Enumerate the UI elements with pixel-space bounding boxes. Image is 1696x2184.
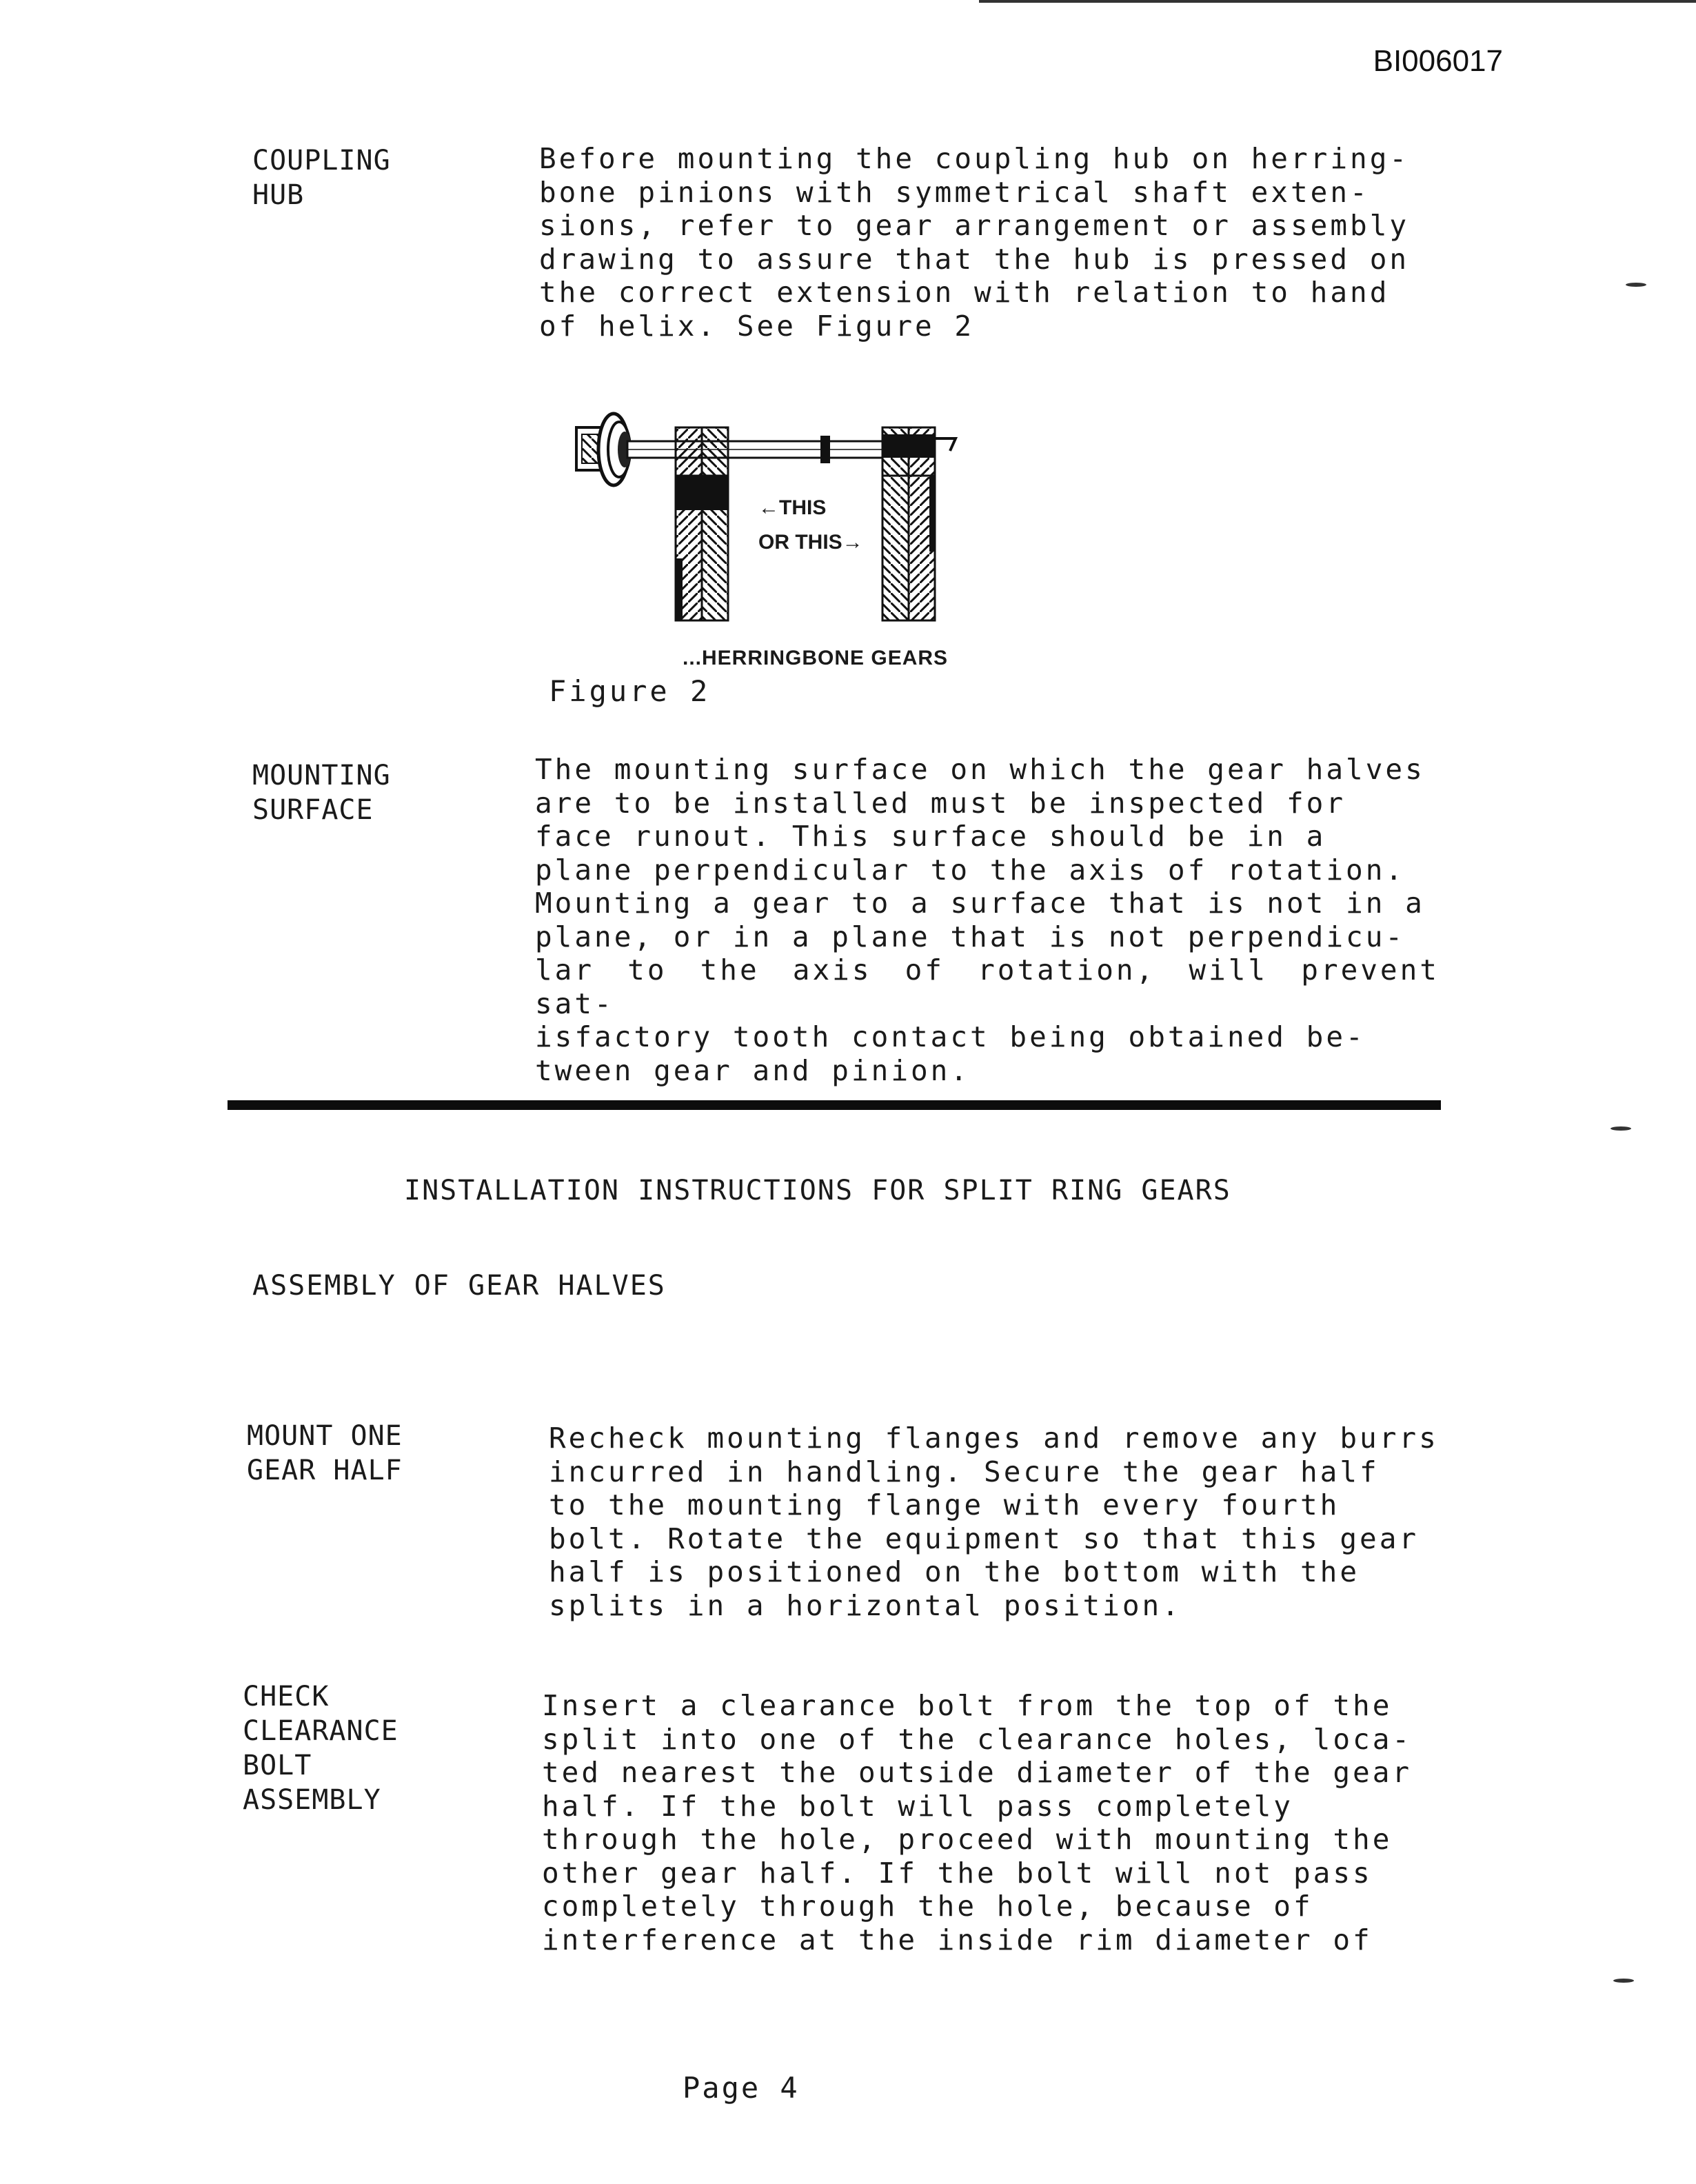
herringbone-gears-figure: [572, 400, 1000, 676]
installation-title: INSTALLATION INSTRUCTIONS FOR SPLIT RING GEARS: [404, 1175, 1231, 1206]
check-clearance-text: Insert a clearance bolt from the top of the split into one of the clearance holes, loca- ted nearest the outside diameter of the gear half. If the bolt will pass completely through the hole, proceed with mounting the other gear half. If the bolt will not pass completely through the hole, because of interference at the inside rim diameter of: [542, 1689, 1413, 1957]
coupling-hub-shape: [576, 414, 632, 485]
arrow-this-label: ←THIS: [758, 496, 827, 519]
scan-speck: [1613, 1979, 1634, 1983]
coupling-hub-text: Before mounting the coupling hub on herring- bone pinions with symmetrical shaft exten- sions, refer to gear arrangement or assembly drawing to assure that the hub is pressed on the correct extension with relation to hand of helix. See Figure 2: [539, 142, 1410, 343]
scan-top-edge-line: [979, 0, 1696, 3]
page-number: Page 4: [683, 2071, 800, 2105]
check-clearance-label: CHECK CLEARANCE BOLT ASSEMBLY: [243, 1681, 398, 1816]
figure-caption: ...HERRINGBONE GEARS: [683, 647, 949, 669]
scan-speck: [1626, 283, 1646, 287]
shaft-shape: [627, 436, 882, 463]
arrow-or-this-label: OR THIS→: [758, 531, 863, 554]
right-herringbone-gear: [882, 427, 956, 620]
scan-speck: [1611, 1126, 1631, 1131]
mount-one-gear-half-text: Recheck mounting flanges and remove any burrs incurred in handling. Secure the gear half to the mounting flange with every fourth bolt. Rotate the equipment so that this gear half is positioned on the bottom with the splits in a horizontal position.: [549, 1422, 1439, 1622]
mounting-surface-text: The mounting surface on which the gear halves are to be installed must be inspected for face runout. This surface should be in a plane perpendicular to the axis of rotation. Mounting a gear to a surface that is not in a plane, or in a plane that is not perpendicu- lar to the axis of rotation, will prevent sat- isfactory tooth contact being obtained be- tween gear and pinion.: [535, 753, 1440, 1087]
mounting-surface-label: MOUNTING SURFACE: [252, 760, 391, 826]
section-divider: [228, 1100, 1441, 1110]
figure-label: Figure 2: [549, 674, 711, 708]
left-herringbone-gear: [676, 427, 728, 620]
assembly-subtitle: ASSEMBLY OF GEAR HALVES: [252, 1270, 666, 1302]
coupling-hub-label: COUPLING HUB: [252, 145, 391, 211]
document-id: BI006017: [1373, 44, 1503, 78]
mount-one-gear-half-label: MOUNT ONE GEAR HALF: [247, 1420, 403, 1486]
